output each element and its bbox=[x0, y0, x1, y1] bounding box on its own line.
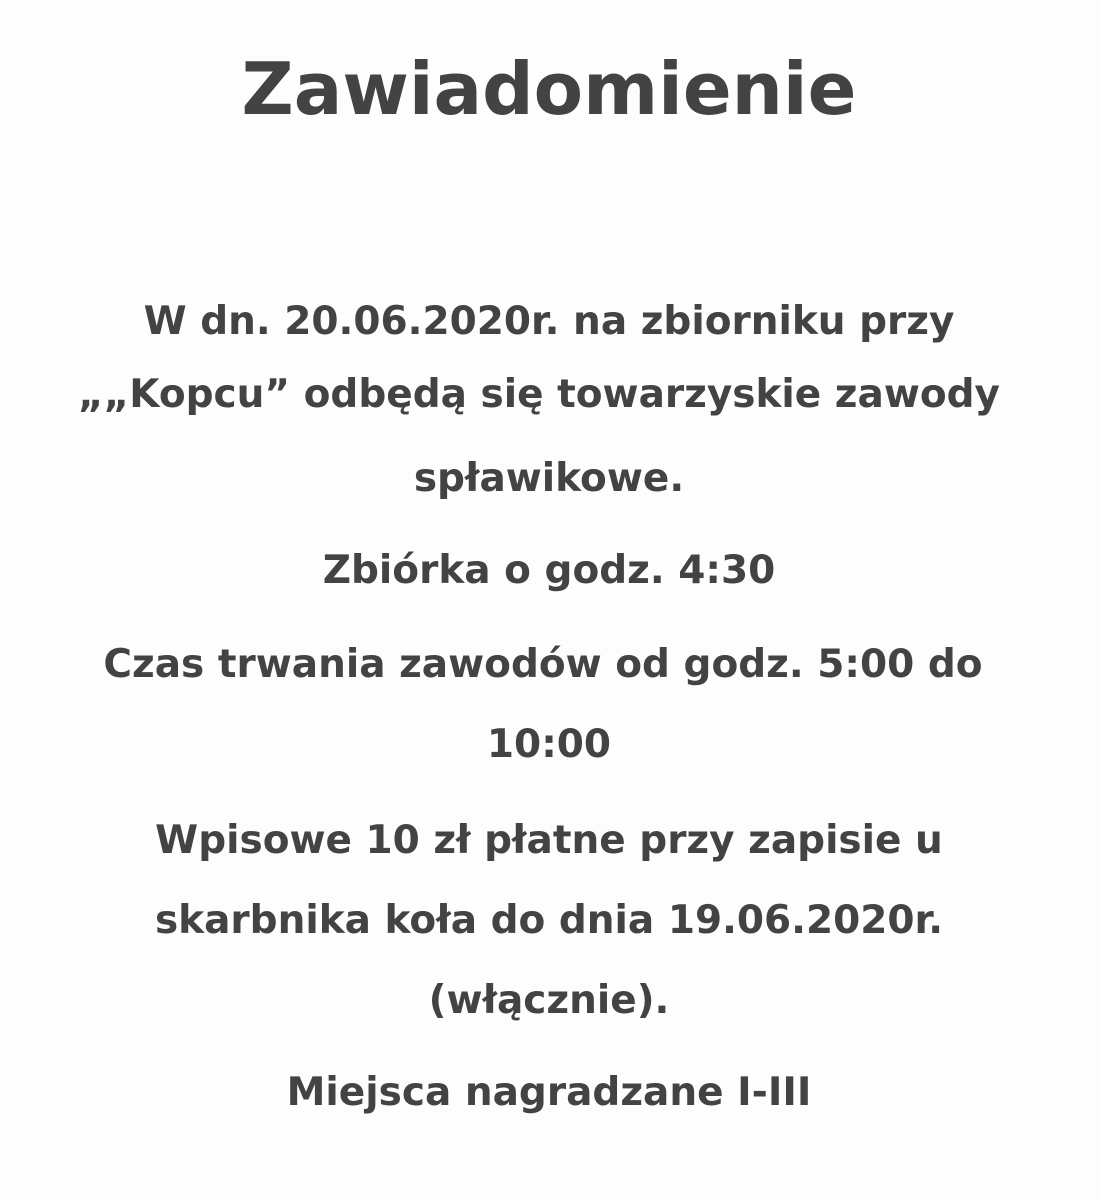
notice-line-fee-inclusive: (włącznie). bbox=[428, 978, 670, 1023]
notice-line-duration: Czas trwania zawodów od godz. 5:00 do bbox=[103, 642, 983, 687]
notice-line-fee-deadline: skarbnika koła do dnia 19.06.2020r. bbox=[154, 898, 944, 943]
notice-line-prizes: Miejsca nagradzane I-III bbox=[286, 1070, 812, 1115]
notice-line-meeting-time: Zbiórka o godz. 4:30 bbox=[322, 548, 776, 593]
notice-line-date-location: W dn. 20.06.2020r. na zbiorniku przy bbox=[143, 299, 955, 344]
notice-line-duration-end: 10:00 bbox=[486, 722, 612, 767]
notice-line-event: „„Kopcu” odbędą się towarzyskie zawody bbox=[78, 372, 1000, 417]
notice-title: Zawiadomienie bbox=[241, 47, 857, 131]
notice-line-event-type: spławikowe. bbox=[413, 456, 685, 501]
notice-line-fee: Wpisowe 10 zł płatne przy zapisie u bbox=[155, 818, 943, 863]
